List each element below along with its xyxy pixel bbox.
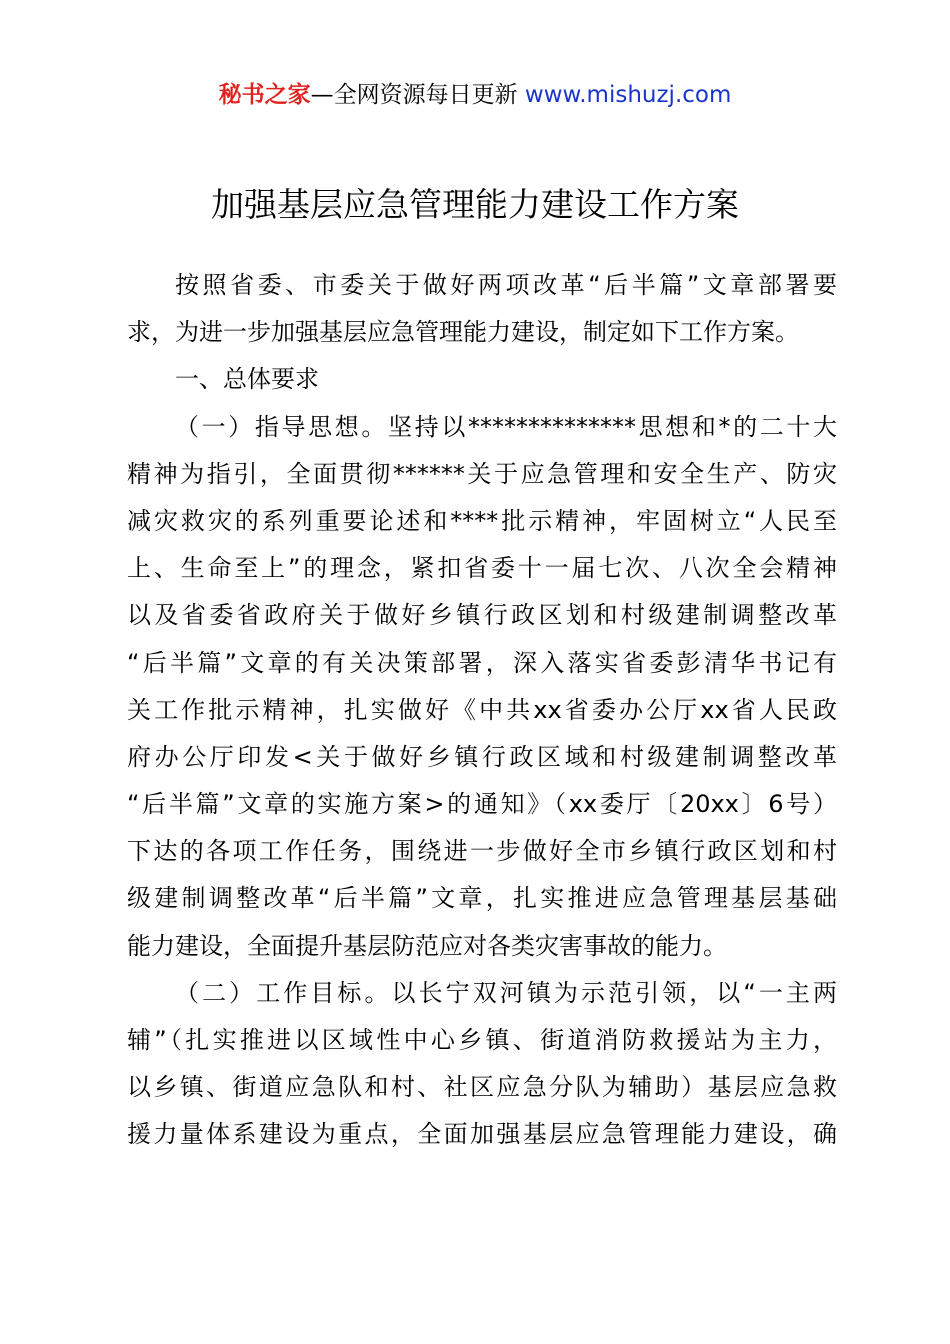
body-line: （二）工作目标。以长宁双河镇为示范引领，以“一主两 xyxy=(175,978,837,1007)
body-line: 关工作批示精神，扎实做好《中共xx省委办公厅xx省人民政 xyxy=(127,695,837,724)
body-line: 精神为指引，全面贯彻******关于应急管理和安全生产、防灾 xyxy=(127,459,837,488)
body-line: 求，为进一步加强基层应急管理能力建设，制定如下工作方案。 xyxy=(127,318,799,347)
site-header xyxy=(0,78,950,112)
section-heading: 一、总体要求 xyxy=(175,365,319,394)
body-line: “后半篇”文章的实施方案>的通知》（xx委厅〔20xx〕6号） xyxy=(127,790,837,819)
header-tagline: —全网资源每日更新 xyxy=(310,82,525,108)
body-line: 府办公厅印发<关于做好乡镇行政区域和村级建制调整改革 xyxy=(127,742,837,771)
body-line: 以及省委省政府关于做好乡镇行政区划和村级建制调整改革 xyxy=(127,601,837,630)
body-line: 上、生命至上”的理念，紧扣省委十一届七次、八次全会精神 xyxy=(127,554,837,583)
body-line: 援力量体系建设为重点，全面加强基层应急管理能力建设，确 xyxy=(127,1120,837,1149)
body-line: 辅”（扎实推进以区域性中心乡镇、街道消防救援站为主力， xyxy=(127,1026,837,1054)
brand-name: 秘书之家 xyxy=(218,82,311,108)
site-url[interactable]: www.mishuzj.com xyxy=(524,82,732,108)
document-body xyxy=(127,262,837,1159)
body-line: 能力建设，全面提升基层防范应对各类灾害事故的能力。 xyxy=(127,931,727,960)
body-line: 下达的各项工作任务，围绕进一步做好全市乡镇行政区划和村 xyxy=(127,837,837,866)
body-line: 级建制调整改革“后半篇”文章，扎实推进应急管理基层基础 xyxy=(127,884,837,913)
body-line: 以乡镇、街道应急队和村、社区应急分队为辅助）基层应急救 xyxy=(127,1073,837,1102)
body-line: 按照省委、市委关于做好两项改革“后半篇”文章部署要 xyxy=(175,271,837,299)
document-title: 加强基层应急管理能力建设工作方案 xyxy=(211,185,739,224)
body-line: （一）指导思想。坚持以**************思想和*的二十大 xyxy=(175,412,837,441)
body-line: “后半篇”文章的有关决策部署，深入落实省委彭清华书记有 xyxy=(127,648,837,677)
body-line: 减灾救灾的系列重要论述和****批示精神，牢固树立“人民至 xyxy=(127,506,837,535)
